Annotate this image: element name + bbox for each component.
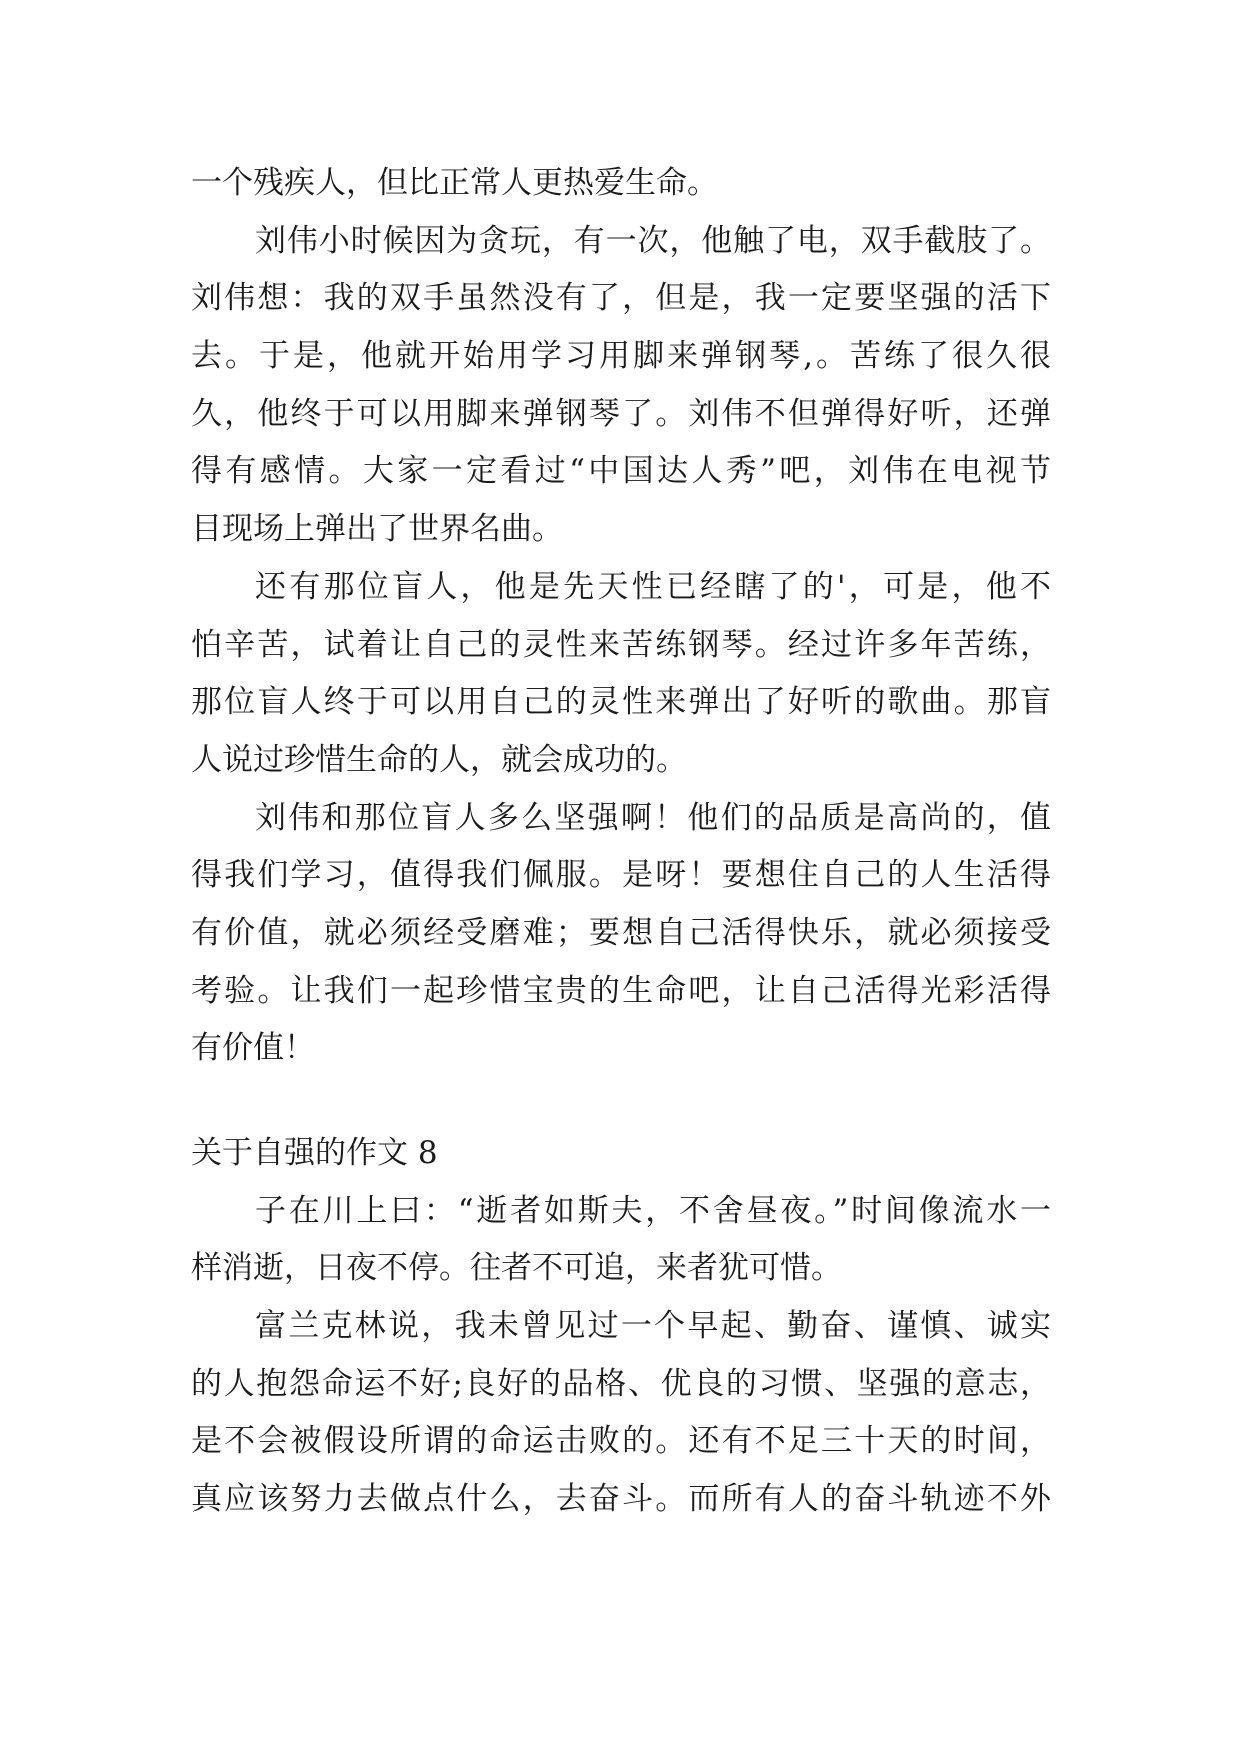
text-line: 刘伟小时候因为贪玩，有一次，他触了电，双手截肢了。 xyxy=(255,222,1051,259)
text-line: 刘伟想：我的双手虽然没有了，但是，我一定要坚强的活下 xyxy=(191,280,1051,317)
text-line: 得我们学习，值得我们佩服。是呀！要想住自己的人生活得 xyxy=(191,857,1051,894)
paragraph-franklin xyxy=(191,1298,1051,1529)
section-spacer xyxy=(191,1078,1051,1125)
text-line: 还有那位盲人，他是先天性已经瞎了的'，可是，他不 xyxy=(255,568,1051,605)
text-line: 的人抱怨命运不好;良好的品格、优良的习惯、坚强的意志， xyxy=(191,1365,1051,1402)
paragraph-continuation xyxy=(191,155,1051,213)
text-line: 考验。让我们一起珍惜宝贵的生命吧，让自己活得光彩活得 xyxy=(191,972,1051,1009)
paragraph-liuwei xyxy=(191,213,1051,559)
section-title: 关于自强的作文 8 xyxy=(191,1135,438,1171)
text-line: 子在川上曰：“逝者如斯夫，不舍昼夜。”时间像流水一 xyxy=(255,1192,1051,1229)
text-line: 有价值，就必须经受磨难；要想自己活得快乐，就必须接受 xyxy=(191,914,1051,951)
paragraph-blind-man xyxy=(191,559,1051,790)
text-line: 有价值！ xyxy=(191,1030,315,1067)
text-line: 人说过珍惜生命的人，就会成功的。 xyxy=(191,741,687,778)
text-line: 那位盲人终于可以用自己的灵性来弹出了好听的歌曲。那盲 xyxy=(191,684,1051,721)
text-line: 刘伟和那位盲人多么坚强啊！他们的品质是高尚的，值 xyxy=(255,799,1051,836)
text-line: 真应该努力去做点什么，去奋斗。而所有人的奋斗轨迹不外 xyxy=(191,1481,1051,1518)
text-line: 是不会被假设所谓的命运击败的。还有不足三十天的时间， xyxy=(191,1423,1051,1460)
text-line: 目现场上弹出了世界名曲。 xyxy=(191,511,563,548)
text-line: 样消逝，日夜不停。往者不可追，来者犹可惜。 xyxy=(191,1250,842,1287)
text-line: 得有感情。大家一定看过“中国达人秀”吧，刘伟在电视节 xyxy=(191,453,1051,490)
text-line: 富兰克林说，我未曾见过一个早起、勤奋、谨慎、诚实 xyxy=(255,1308,1051,1345)
text-line: 怕辛苦，试着让自己的灵性来苦练钢琴。经过许多年苦练， xyxy=(191,626,1051,663)
text-line: 去。于是，他就开始用学习用脚来弹钢琴,。苦练了很久很 xyxy=(191,338,1051,375)
paragraph-confucius xyxy=(191,1183,1051,1298)
document-body xyxy=(191,155,1051,1529)
paragraph-conclusion xyxy=(191,790,1051,1078)
text-line: 一个残疾人，但比正常人更热爱生命。 xyxy=(191,165,718,201)
text-line: 久，他终于可以用脚来弹钢琴了。刘伟不但弹得好听，还弹 xyxy=(191,395,1051,432)
